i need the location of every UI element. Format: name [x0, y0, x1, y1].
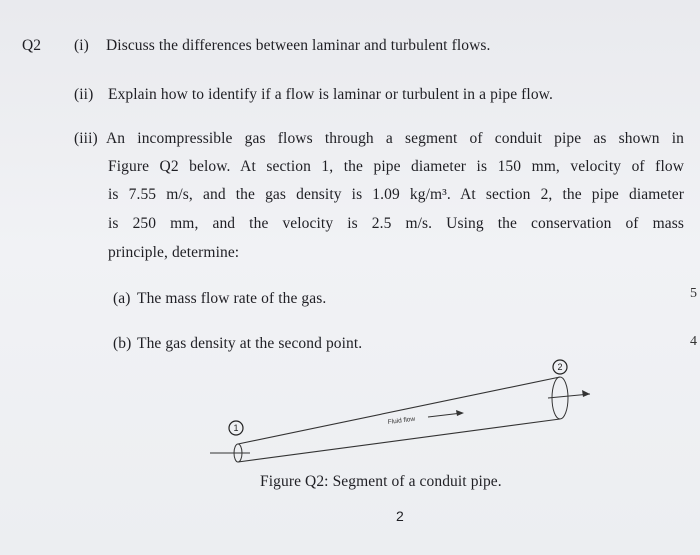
pipe-upper-edge: [238, 377, 560, 444]
part-ii-label: (ii): [74, 86, 94, 103]
section-2-label: 2: [557, 362, 563, 372]
flow-label: Fluid flow: [387, 415, 416, 426]
figure-caption: Figure Q2: Segment of a conduit pipe.: [260, 473, 502, 490]
exit-arrowhead: [582, 390, 590, 397]
sub-a-label: (a): [113, 290, 131, 307]
section-1-label: 1: [233, 423, 239, 433]
sub-b-label: (b): [113, 335, 132, 352]
part-ii-text: Explain how to identify if a flow is laminar or turbulent in a pipe flow.: [108, 86, 553, 103]
part-iii-line-5: principle, determine:: [108, 244, 240, 261]
page-number: 2: [396, 508, 404, 524]
part-iii-line-2: Figure Q2 below. At section 1, the pipe diameter is 150 mm, velocity of flow: [108, 158, 684, 175]
edge-mark-lower: 4: [690, 334, 697, 349]
pipe-lower-edge: [238, 419, 560, 462]
sub-a-text: The mass flow rate of the gas.: [137, 290, 327, 307]
part-iii-line-4: is 250 mm, and the velocity is 2.5 m/s. Using the conservation of mass: [108, 215, 684, 232]
edge-mark-upper: 5: [690, 286, 697, 301]
section-2-ellipse: [552, 377, 568, 419]
part-i-label: (i): [74, 37, 89, 54]
part-iii-label: (iii): [74, 130, 98, 147]
question-number: Q2: [22, 37, 42, 54]
part-iii-line-1: An incompressible gas flows through a segment of conduit pipe as shown in: [106, 130, 684, 147]
flow-arrowhead: [456, 410, 464, 416]
sub-b-text: The gas density at the second point.: [137, 335, 363, 352]
part-i-text: Discuss the differences between laminar and turbulent flows.: [106, 37, 491, 54]
part-iii-line-3: is 7.55 m/s, and the gas density is 1.09 kg/m³. At section 2, the pipe diameter: [108, 186, 684, 203]
